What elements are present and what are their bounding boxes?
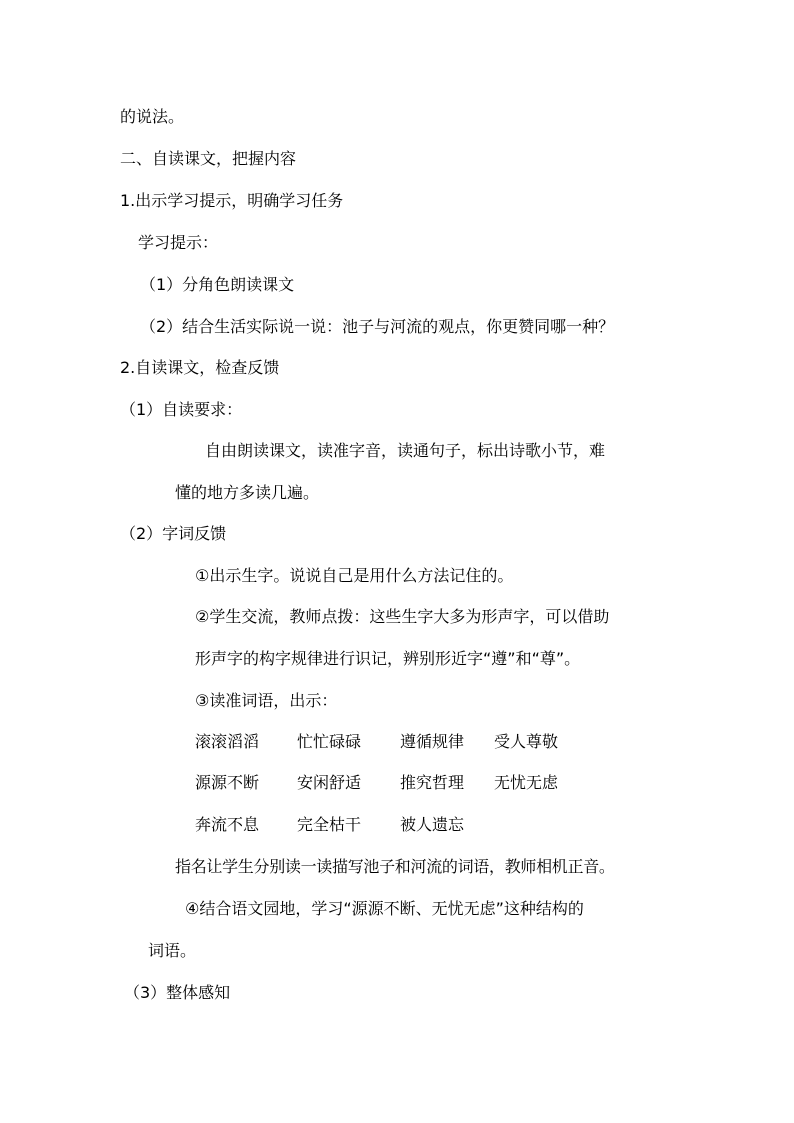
text-line: ③读准词语，出示： — [195, 691, 338, 710]
subsection-heading: 2.自读课文，检查反馈 — [120, 358, 280, 377]
vocab-word: 受人尊敬 — [494, 732, 559, 751]
vocab-word: 滚滚滔滔 — [195, 732, 260, 751]
text-line: ④结合语文园地，学习“源源不断、无忧无虑”这种结构的 — [185, 899, 584, 918]
vocab-word: 遵循规律 — [400, 732, 465, 751]
subsection-heading: 1.出示学习提示，明确学习任务 — [120, 191, 344, 210]
vocab-word: 源源不断 — [195, 773, 260, 792]
text-line: 指名让学生分别读一读描写池子和河流的词语，教师相机正音。 — [175, 857, 615, 876]
text-line: 学习提示： — [138, 233, 219, 252]
text-line: ①出示生字。说说自己是用什么方法记住的。 — [195, 566, 514, 585]
vocab-word: 奔流不息 — [195, 815, 260, 834]
list-item: （1）分角色朗读课文 — [140, 275, 295, 294]
list-item: （2）结合生活实际说一说：池子与河流的观点，你更赞同哪一种？ — [140, 317, 615, 336]
vocab-word: 推究哲理 — [400, 773, 465, 792]
text-line: 自由朗读课文，读准字音，读通句子，标出诗歌小节，难 — [205, 441, 606, 460]
text-line: 形声字的构字规律进行识记，辨别形近字“遵”和“尊”。 — [195, 649, 581, 668]
text-line: 的说法。 — [120, 107, 185, 126]
vocab-word: 忙忙碌碌 — [297, 732, 362, 751]
vocab-word: 无忧无虑 — [494, 773, 559, 792]
list-item: （3）整体感知 — [124, 983, 231, 1002]
list-item: （1）自读要求： — [120, 400, 243, 419]
text-line: ②学生交流，教师点拨：这些生字大多为形声字，可以借助 — [195, 607, 610, 626]
vocab-word: 被人遗忘 — [400, 815, 465, 834]
text-line: 词语。 — [148, 941, 197, 960]
text-line: 懂的地方多读几遍。 — [175, 483, 320, 502]
section-heading: 二、自读课文，把握内容 — [120, 149, 297, 168]
vocab-word: 安闲舒适 — [297, 773, 362, 792]
vocab-word: 完全枯干 — [297, 815, 362, 834]
list-item: （2）字词反馈 — [120, 524, 227, 543]
